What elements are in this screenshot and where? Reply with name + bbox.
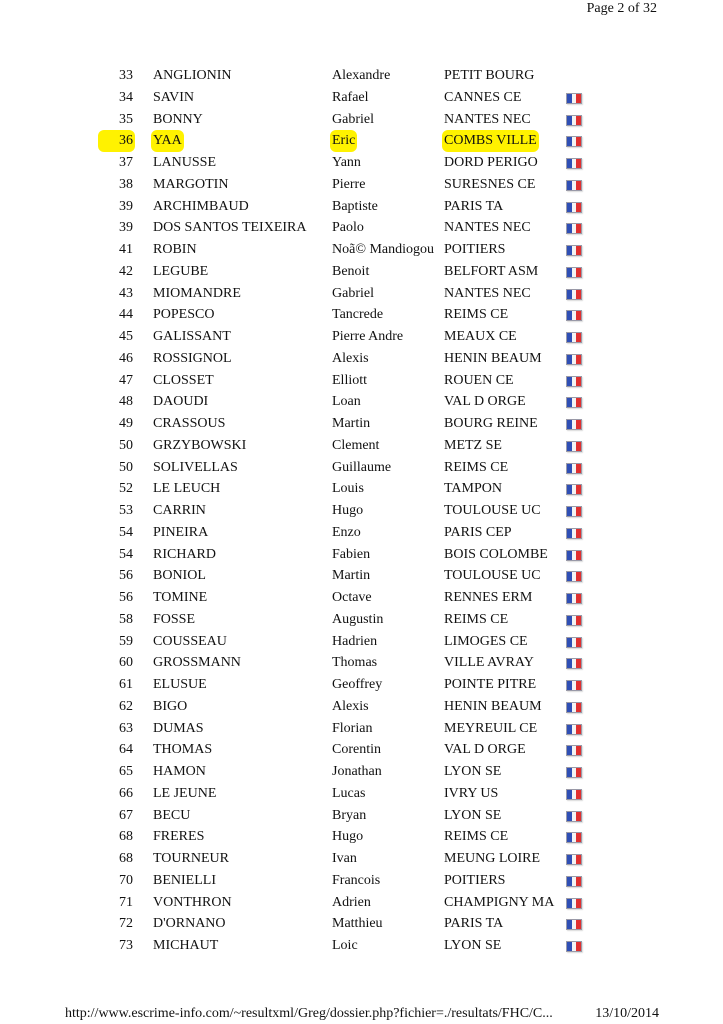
club-cell: REIMS CE [444,307,509,323]
result-row [0,152,723,174]
club-cell: TOULOUSE UC [444,503,541,518]
club-cell: LYON SE [444,938,502,953]
france-flag-icon [566,202,582,213]
rank-cell: 64 [119,742,133,758]
france-flag-icon [566,745,582,756]
france-flag-icon [566,354,582,365]
france-flag-icon [566,376,582,387]
club-cell: MEAUX CE [444,329,517,344]
club-cell: LYON SE [444,764,502,779]
result-row [0,239,723,261]
france-flag-icon [566,593,582,604]
club-cell: HENIN BEAUM [444,350,542,366]
rank-cell: 46 [119,350,133,366]
result-row [0,826,723,848]
result-row [0,457,723,479]
last-name-cell: THOMAS [153,742,213,758]
rank-cell: 70 [119,872,133,888]
rank-cell: 35 [119,111,133,127]
first-name-cell: Baptiste [332,198,378,214]
first-name-cell: Gabriel [332,111,374,127]
result-row [0,718,723,740]
france-flag-icon [566,615,582,626]
result-row [0,783,723,805]
rank-cell: 50 [119,459,133,475]
rank-cell: 68 [119,829,133,845]
last-name-cell: DOS SANTOS TEIXEIRA [153,220,307,236]
club-cell: BOIS COLOMBE [444,546,548,562]
result-row [0,304,723,326]
rank-cell: 68 [119,851,133,866]
last-name-cell: FOSSE [153,611,196,627]
first-name-cell: Alexis [332,698,369,714]
rank-cell: 54 [119,524,133,540]
last-name-cell: ROSSIGNOL [153,350,232,366]
last-name-cell: PINEIRA [153,524,209,540]
france-flag-icon [566,658,582,669]
rank-cell: 45 [119,329,133,344]
club-cell: PARIS TA [444,916,504,932]
club-cell: MEUNG LOIRE [444,851,541,866]
club-cell: METZ SE [444,437,502,453]
rank-cell: 49 [119,416,133,431]
first-name-cell: Tancrede [332,307,384,323]
results-table [0,65,723,957]
result-row [0,65,723,87]
club-cell: MEYREUIL CE [444,720,538,736]
last-name-cell: ELUSUE [153,677,207,692]
result-row [0,391,723,413]
last-name-cell: CRASSOUS [153,416,226,431]
result-row [0,435,723,457]
club-cell: POITIERS [444,872,506,888]
club-cell: ROUEN CE [444,372,514,388]
first-name-cell: Lucas [332,785,366,801]
first-name-cell: Octave [332,590,372,605]
france-flag-icon [566,832,582,843]
result-row [0,217,723,239]
club-cell: SURESNES CE [444,176,536,192]
first-name-cell: Rafael [332,89,369,105]
first-name-cell: Hadrien [332,633,378,649]
club-cell: POITIERS [444,242,506,257]
club-cell: VILLE AVRAY [444,655,534,671]
rank-cell: 73 [119,938,133,953]
last-name-cell: ROBIN [153,242,197,257]
result-row [0,326,723,348]
france-flag-icon [566,136,582,147]
result-row [0,870,723,892]
rank-cell: 62 [119,698,133,714]
first-name-cell: Loan [332,394,361,410]
first-name-cell: Noã© Mandiogou [332,242,435,257]
rank-cell: 36 [98,130,135,152]
last-name-cell: LEGUBE [153,263,209,279]
france-flag-icon [566,528,582,539]
club-cell: BELFORT ASM [444,263,539,279]
club-cell: HENIN BEAUM [444,698,542,714]
result-row [0,174,723,196]
france-flag-icon [566,484,582,495]
france-flag-icon [566,767,582,778]
last-name-cell: SAVIN [153,89,194,105]
rank-cell: 38 [119,176,133,192]
rank-cell: 41 [119,242,133,257]
rank-cell: 61 [119,677,133,692]
france-flag-icon [566,245,582,256]
first-name-cell: Ivan [332,851,357,866]
france-flag-icon [566,419,582,430]
rank-cell: 63 [119,720,133,736]
france-flag-icon [566,724,582,735]
club-cell: VAL D ORGE [444,742,526,758]
club-cell: REIMS CE [444,459,509,475]
page-number: Page 2 of 32 [586,1,657,16]
rank-cell: 39 [119,220,133,236]
rank-cell: 53 [119,503,133,518]
france-flag-icon [566,811,582,822]
last-name-cell: BONNY [153,111,203,127]
result-row [0,935,723,957]
rank-cell: 48 [119,394,133,410]
footer-date: 13/10/2014 [595,1006,659,1021]
france-flag-icon [566,223,582,234]
club-cell: LIMOGES CE [444,633,528,649]
rank-cell: 56 [119,568,133,584]
club-cell: PETIT BOURG [444,68,535,83]
france-flag-icon [566,506,582,517]
last-name-cell: GROSSMANN [153,655,241,671]
result-row [0,348,723,370]
last-name-cell: COUSSEAU [153,633,227,649]
rank-cell: 59 [119,633,133,649]
rank-cell: 72 [119,916,133,932]
rank-cell: 60 [119,655,133,671]
first-name-cell: Martin [332,568,371,584]
footer-url: http://www.escrime-info.com/~resultxml/Greg/dossier.php?fichier=./resultats/FHC/C... [65,1006,553,1021]
rank-cell: 43 [119,285,133,301]
last-name-cell: DAOUDI [153,394,209,410]
first-name-cell: Bryan [332,807,367,823]
last-name-cell: ANGLIONIN [153,68,232,83]
first-name-cell: Benoit [332,263,370,279]
result-row [0,609,723,631]
result-row [0,565,723,587]
rank-cell: 39 [119,198,133,214]
france-flag-icon [566,637,582,648]
first-name-cell: Geoffrey [332,677,383,692]
rank-cell: 71 [119,894,133,910]
last-name-cell: CARRIN [153,503,206,518]
last-name-cell: MIOMANDRE [153,285,241,301]
first-name-cell: Alexis [332,350,369,366]
result-row [0,652,723,674]
last-name-cell: MARGOTIN [153,176,229,192]
result-row [0,522,723,544]
france-flag-icon [566,115,582,126]
first-name-cell: Pierre [332,176,366,192]
first-name-cell: Loic [332,938,358,953]
rank-cell: 34 [119,89,133,105]
last-name-cell: BECU [153,807,191,823]
first-name-cell: Fabien [332,546,371,562]
club-cell: DORD PERIGO [444,155,538,170]
france-flag-icon [566,854,582,865]
france-flag-icon [566,571,582,582]
last-name-cell: YAA [151,130,184,152]
first-name-cell: Adrien [332,894,371,910]
rank-cell: 54 [119,546,133,562]
last-name-cell: MICHAUT [153,938,219,953]
first-name-cell: Clement [332,437,380,453]
rank-cell: 37 [119,155,133,170]
result-row [0,739,723,761]
last-name-cell: D'ORNANO [153,916,226,932]
club-cell: IVRY US [444,785,499,801]
first-name-cell: Francois [332,872,381,888]
last-name-cell: LANUSSE [153,155,217,170]
result-row [0,848,723,870]
first-name-cell: Jonathan [332,764,382,779]
first-name-cell: Hugo [332,829,364,845]
rank-cell: 56 [119,590,133,605]
rank-cell: 65 [119,764,133,779]
france-flag-icon [566,332,582,343]
club-cell: REIMS CE [444,829,509,845]
rank-cell: 52 [119,481,133,497]
rank-cell: 42 [119,263,133,279]
france-flag-icon [566,680,582,691]
first-name-cell: Matthieu [332,916,383,932]
result-row [0,130,723,152]
club-cell: COMBS VILLE [442,130,539,152]
result-row [0,544,723,566]
france-flag-icon [566,550,582,561]
france-flag-icon [566,463,582,474]
club-cell: BOURG REINE [444,416,538,431]
result-row [0,696,723,718]
france-flag-icon [566,898,582,909]
first-name-cell: Hugo [332,503,364,518]
france-flag-icon [566,789,582,800]
last-name-cell: BENIELLI [153,872,216,888]
result-row [0,370,723,392]
france-flag-icon [566,310,582,321]
first-name-cell: Alexandre [332,68,391,83]
rank-cell: 44 [119,307,133,323]
result-row [0,587,723,609]
rank-cell: 66 [119,785,133,801]
last-name-cell: POPESCO [153,307,215,323]
last-name-cell: GRZYBOWSKI [153,437,247,453]
first-name-cell: Paolo [332,220,364,236]
last-name-cell: DUMAS [153,720,204,736]
first-name-cell: Enzo [332,524,361,540]
last-name-cell: FRERES [153,829,205,845]
result-row [0,500,723,522]
result-row [0,261,723,283]
club-cell: RENNES ERM [444,590,533,605]
france-flag-icon [566,289,582,300]
result-row [0,913,723,935]
first-name-cell: Augustin [332,611,384,627]
first-name-cell: Guillaume [332,459,392,475]
club-cell: CANNES CE [444,89,522,105]
last-name-cell: TOMINE [153,590,208,605]
first-name-cell: Louis [332,481,364,497]
result-row [0,109,723,131]
last-name-cell: GALISSANT [153,329,231,344]
last-name-cell: VONTHRON [153,894,232,910]
club-cell: NANTES NEC [444,220,531,236]
first-name-cell: Yann [332,155,361,170]
result-row [0,283,723,305]
club-cell: CHAMPIGNY MA [444,894,555,910]
last-name-cell: LE JEUNE [153,785,217,801]
club-cell: NANTES NEC [444,111,531,127]
france-flag-icon [566,919,582,930]
first-name-cell: Corentin [332,742,381,758]
last-name-cell: ARCHIMBAUD [153,198,249,214]
result-row [0,805,723,827]
result-row [0,761,723,783]
result-row [0,196,723,218]
result-row [0,674,723,696]
club-cell: POINTE PITRE [444,677,537,692]
france-flag-icon [566,267,582,278]
result-row [0,631,723,653]
club-cell: LYON SE [444,807,502,823]
result-row [0,478,723,500]
france-flag-icon [566,941,582,952]
rank-cell: 50 [119,437,133,453]
result-row [0,892,723,914]
club-cell: PARIS TA [444,198,504,214]
last-name-cell: HAMON [153,764,206,779]
france-flag-icon [566,876,582,887]
rank-cell: 58 [119,611,133,627]
club-cell: PARIS CEP [444,524,512,540]
rank-cell: 47 [119,372,133,388]
france-flag-icon [566,441,582,452]
last-name-cell: RICHARD [153,546,217,562]
result-row [0,87,723,109]
last-name-cell: SOLIVELLAS [153,459,238,475]
rank-cell: 67 [119,807,133,823]
first-name-cell: Thomas [332,655,378,671]
first-name-cell: Gabriel [332,285,374,301]
last-name-cell: BONIOL [153,568,206,584]
club-cell: VAL D ORGE [444,394,526,410]
first-name-cell: Elliott [332,372,367,388]
first-name-cell: Pierre Andre [332,329,404,344]
rank-cell: 33 [119,68,133,83]
france-flag-icon [566,180,582,191]
last-name-cell: TOURNEUR [153,851,229,866]
france-flag-icon [566,93,582,104]
france-flag-icon [566,702,582,713]
last-name-cell: CLOSSET [153,372,214,388]
first-name-cell: Martin [332,416,371,431]
last-name-cell: LE LEUCH [153,481,221,497]
club-cell: NANTES NEC [444,285,531,301]
first-name-cell: Florian [332,720,373,736]
france-flag-icon [566,158,582,169]
first-name-cell: Eric [330,130,357,152]
club-cell: REIMS CE [444,611,509,627]
club-cell: TOULOUSE UC [444,568,541,584]
last-name-cell: BIGO [153,698,188,714]
france-flag-icon [566,397,582,408]
result-row [0,413,723,435]
club-cell: TAMPON [444,481,502,497]
